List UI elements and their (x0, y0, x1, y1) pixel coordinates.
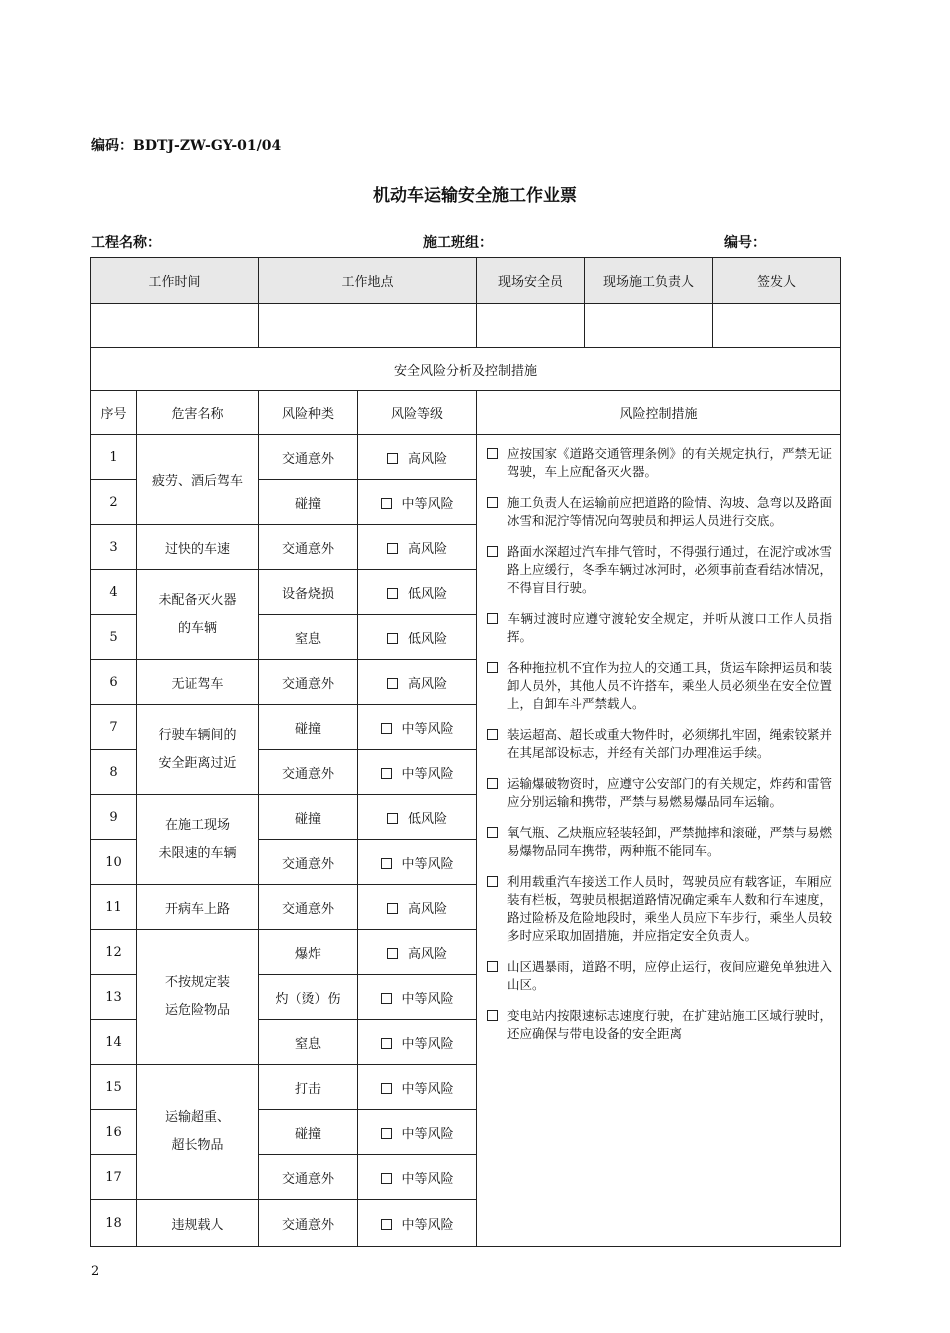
control-measure-item (487, 873, 832, 945)
control-measure-item (487, 824, 832, 860)
risk-level-text: 中等风险 (401, 1036, 454, 1052)
control-measure-text: 运输爆破物资时，应遵守公安部门的有关规定，炸药和雷管应分别运输和携带，严禁与易燃易爆品同车运输。 (507, 776, 833, 809)
risk-type: 打击 (259, 1065, 358, 1110)
control-measure-item (487, 726, 832, 762)
checkbox-icon[interactable] (387, 633, 398, 644)
checkbox-icon[interactable] (381, 1038, 392, 1049)
hazard-name-line: 不按规定装 (165, 975, 231, 990)
project-name-label: 工程名称： (91, 235, 161, 251)
checkbox-icon[interactable] (387, 903, 398, 914)
serial-number: 12 (91, 930, 137, 975)
risk-level-text: 中等风险 (401, 1171, 454, 1187)
page-number: 2 (91, 1264, 100, 1279)
work-ticket-table (90, 257, 841, 1247)
checkbox-icon[interactable] (381, 498, 392, 509)
hazard-name (137, 570, 259, 660)
hazard-name-line: 运危险物品 (165, 1003, 231, 1018)
serial-number: 4 (91, 570, 137, 615)
risk-type: 交通意外 (259, 840, 358, 885)
control-measure-text: 氧气瓶、乙炔瓶应轻装轻卸，严禁抛摔和滚碰，严禁与易燃易爆物品同车携带，两种瓶不能同车。 (507, 825, 833, 858)
risk-level-text: 高风险 (408, 676, 448, 692)
hazard-name: 无证驾车 (137, 660, 259, 705)
risk-level (358, 840, 477, 885)
serial-number: 5 (91, 615, 137, 660)
risk-level (358, 1155, 477, 1200)
hazard-name: 疲劳、酒后驾车 (137, 435, 259, 525)
hazard-name-line: 的车辆 (178, 620, 218, 636)
risk-level-text: 中等风险 (401, 1126, 454, 1142)
hazard-name-line: 超长物品 (171, 1138, 224, 1153)
serial-number: 6 (91, 660, 137, 705)
risk-level (358, 525, 477, 570)
control-measure-text: 装运超高、超长或重大物件时，必须绑扎牢固，绳索铰紧并在其尾部设标志，并经有关部门办理准运手续。 (507, 727, 833, 760)
serial-number: 2 (91, 480, 137, 525)
risk-level-text: 高风险 (408, 901, 448, 917)
control-measure-item (487, 1007, 832, 1043)
header-risk-type: 风险种类 (259, 391, 358, 435)
risk-level (358, 615, 477, 660)
checkbox-icon[interactable] (487, 1010, 498, 1021)
checkbox-icon[interactable] (487, 961, 498, 972)
risk-level (358, 930, 477, 975)
col-header-safety-officer: 现场安全员 (477, 258, 585, 304)
checkbox-icon[interactable] (387, 543, 398, 554)
hazard-name-line: 未配备灭火器 (158, 592, 237, 608)
risk-level-text: 中等风险 (401, 1217, 454, 1233)
hazard-name-line: 运输超重、 (165, 1110, 231, 1125)
control-measure-item (487, 958, 832, 994)
control-measure-item (487, 445, 832, 481)
document-title: 机动车运输安全施工作业票 (373, 186, 577, 206)
risk-level (358, 795, 477, 840)
risk-level (358, 705, 477, 750)
work-time-cell[interactable] (91, 304, 259, 348)
risk-level (358, 1110, 477, 1155)
serial-number: 15 (91, 1065, 137, 1110)
risk-level (358, 1020, 477, 1065)
checkbox-icon[interactable] (487, 876, 498, 887)
risk-type: 碰撞 (259, 1110, 358, 1155)
number-label: 编号： (724, 235, 766, 251)
checkbox-icon[interactable] (487, 662, 498, 673)
risk-level-text: 低风险 (408, 811, 448, 827)
control-measure-item (487, 610, 832, 646)
issuer-cell[interactable] (713, 304, 841, 348)
control-measure-text: 车辆过渡时应遵守渡轮安全规定，并听从渡口工作人员指挥。 (507, 611, 833, 644)
hazard-name: 过快的车速 (137, 525, 259, 570)
header-serial: 序号 (91, 391, 137, 435)
risk-level-text: 高风险 (408, 451, 448, 467)
checkbox-icon[interactable] (381, 768, 392, 779)
hazard-name (137, 705, 259, 795)
serial-number: 3 (91, 525, 137, 570)
serial-number: 8 (91, 750, 137, 795)
hazard-name-line: 未限速的车辆 (158, 845, 237, 861)
risk-type: 碰撞 (259, 480, 358, 525)
checkbox-icon[interactable] (387, 678, 398, 689)
risk-type: 窒息 (259, 615, 358, 660)
work-location-cell[interactable] (259, 304, 477, 348)
risk-type: 交通意外 (259, 750, 358, 795)
hazard-name: 违规载人 (137, 1200, 259, 1247)
checkbox-icon[interactable] (381, 993, 392, 1004)
checkbox-icon[interactable] (487, 827, 498, 838)
risk-type: 灼（烫）伤 (259, 975, 358, 1020)
serial-number: 10 (91, 840, 137, 885)
safety-officer-cell[interactable] (477, 304, 585, 348)
risk-level (358, 885, 477, 930)
checkbox-icon[interactable] (381, 1128, 392, 1139)
risk-level (358, 480, 477, 525)
risk-type: 碰撞 (259, 705, 358, 750)
control-measure-item (487, 775, 832, 811)
checkbox-icon[interactable] (387, 453, 398, 464)
risk-level (358, 975, 477, 1020)
risk-level (358, 660, 477, 705)
risk-level (358, 570, 477, 615)
checkbox-icon[interactable] (387, 813, 398, 824)
col-header-work-time: 工作时间 (91, 258, 259, 304)
serial-number: 13 (91, 975, 137, 1020)
risk-level-text: 中等风险 (401, 496, 454, 512)
control-measure-text: 应按国家《道路交通管理条例》的有关规定执行，严禁无证驾驶，车上应配备灭火器。 (507, 446, 833, 479)
hazard-name: 开病车上路 (137, 885, 259, 930)
control-measure-item (487, 659, 832, 713)
serial-number: 18 (91, 1200, 137, 1247)
risk-type: 碰撞 (259, 795, 358, 840)
team-label: 施工班组： (423, 235, 493, 251)
hazard-name-line: 安全距离过近 (158, 755, 237, 771)
hazard-name-line: 行驶车辆间的 (158, 727, 237, 743)
risk-level-text: 高风险 (408, 541, 448, 557)
table-row (91, 435, 841, 480)
checkbox-icon[interactable] (487, 613, 498, 624)
serial-number: 9 (91, 795, 137, 840)
risk-level-text: 高风险 (408, 946, 448, 962)
control-measure-item (487, 543, 832, 597)
header-risk-level: 风险等级 (358, 391, 477, 435)
checkbox-icon[interactable] (381, 858, 392, 869)
section-title: 安全风险分析及控制措施 (91, 348, 841, 391)
col-header-site-manager: 现场施工负责人 (585, 258, 713, 304)
checkbox-icon[interactable] (487, 448, 498, 459)
control-measure-text: 山区遇暴雨，道路不明，应停止运行，夜间应避免单独进入山区。 (507, 959, 833, 992)
risk-level-text: 中等风险 (401, 856, 454, 872)
header-control-measures: 风险控制措施 (477, 391, 841, 435)
hazard-name (137, 795, 259, 885)
risk-level (358, 435, 477, 480)
col-header-issuer: 签发人 (713, 258, 841, 304)
control-measures (477, 435, 841, 1247)
control-measure-text: 路面水深超过汽车排气管时，不得强行通过，在泥泞或冰雪路上应缓行，冬季车辆过冰河时，必须事前查看结冰情况，不得盲目行驶。 (507, 544, 833, 595)
serial-number: 11 (91, 885, 137, 930)
serial-number: 14 (91, 1020, 137, 1065)
site-manager-cell[interactable] (585, 304, 713, 348)
checkbox-icon[interactable] (387, 948, 398, 959)
hazard-name (137, 930, 259, 1065)
document-code: 编码：BDTJ-ZW-GY-01/04 (91, 138, 282, 154)
risk-type: 交通意外 (259, 660, 358, 705)
col-header-work-location: 工作地点 (259, 258, 477, 304)
control-measure-text: 利用载重汽车接送工作人员时，驾驶员应有载客证，车厢应装有栏板，驾驶员根据道路情况确定乘车人数和行车速度，路过险桥及危险地段时，乘坐人员应下车步行，乘坐人员较多时应采取加固措施，并应指定安全负责人。 (507, 874, 833, 943)
risk-level (358, 1200, 477, 1247)
control-measure-text: 各种拖拉机不宜作为拉人的交通工具，货运车除押运员和装卸人员外，其他人员不许搭车，乘坐人员必须坐在安全位置上，自卸车斗严禁载人。 (507, 660, 833, 711)
risk-level-text: 中等风险 (401, 766, 454, 782)
serial-number: 17 (91, 1155, 137, 1200)
risk-type: 交通意外 (259, 1155, 358, 1200)
serial-number: 1 (91, 435, 137, 480)
checkbox-icon[interactable] (381, 1219, 392, 1230)
checkbox-icon[interactable] (381, 1083, 392, 1094)
control-measure-text: 施工负责人在运输前应把道路的险情、沟坡、急弯以及路面冰雪和泥泞等情况向驾驶员和押运人员进行交底。 (507, 495, 833, 528)
hazard-name-line: 在施工现场 (165, 817, 231, 833)
control-measure-item (487, 494, 832, 530)
risk-level-text: 中等风险 (401, 721, 454, 737)
risk-level-text: 低风险 (408, 631, 448, 647)
checkbox-icon[interactable] (487, 778, 498, 789)
checkbox-icon[interactable] (487, 497, 498, 508)
risk-type: 交通意外 (259, 435, 358, 480)
checkbox-icon[interactable] (487, 546, 498, 557)
checkbox-icon[interactable] (381, 723, 392, 734)
risk-type: 窒息 (259, 1020, 358, 1065)
risk-type: 交通意外 (259, 885, 358, 930)
risk-level-text: 中等风险 (401, 991, 454, 1007)
checkbox-icon[interactable] (381, 1173, 392, 1184)
risk-level-text: 低风险 (408, 586, 448, 602)
risk-level-text: 中等风险 (401, 1081, 454, 1097)
header-hazard-name: 危害名称 (137, 391, 259, 435)
serial-number: 16 (91, 1110, 137, 1155)
checkbox-icon[interactable] (487, 729, 498, 740)
risk-level (358, 750, 477, 795)
risk-type: 爆炸 (259, 930, 358, 975)
hazard-name (137, 1065, 259, 1200)
risk-type: 交通意外 (259, 525, 358, 570)
risk-type: 设备烧损 (259, 570, 358, 615)
risk-type: 交通意外 (259, 1200, 358, 1247)
control-measure-text: 变电站内按限速标志速度行驶，在扩建站施工区域行驶时，还应确保与带电设备的安全距离 (507, 1008, 833, 1041)
serial-number: 7 (91, 705, 137, 750)
checkbox-icon[interactable] (387, 588, 398, 599)
risk-level (358, 1065, 477, 1110)
